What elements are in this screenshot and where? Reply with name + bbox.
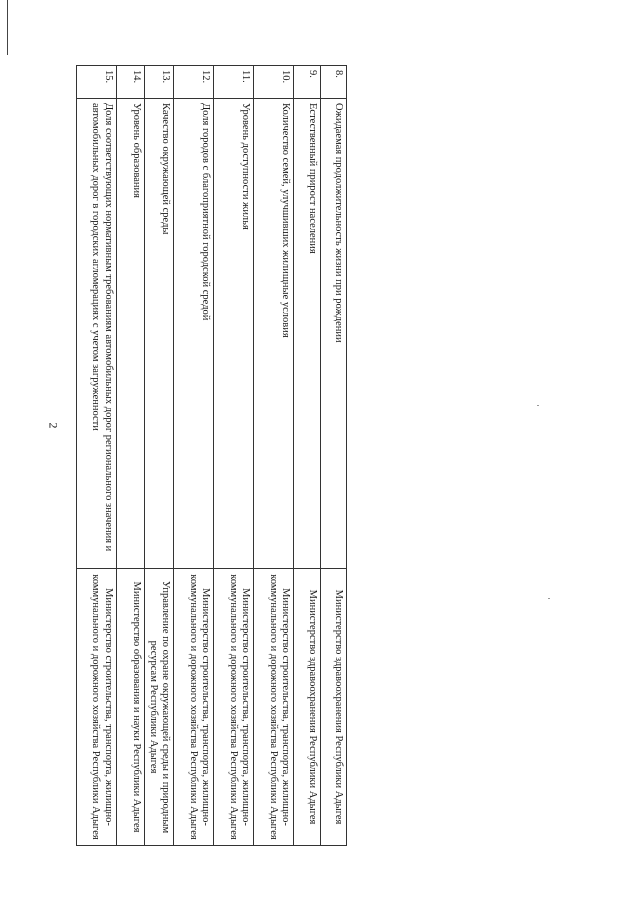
indicators-table [76,65,347,846]
table-row [144,66,173,846]
table-row [214,66,254,846]
indicator-name: Уровень образования [116,99,144,569]
row-number: 12. [174,66,214,99]
table-row [294,66,321,846]
indicator-name: Уровень доступности жилья [214,99,254,569]
row-number: 14. [116,66,144,99]
responsible-ministry: Министерство строительства, транспорта, жилищно-коммунального и дорожного хозяйства Республики Адыгея [76,569,116,846]
indicator-name: Ожидаемая продолжительность жизни при рождении [321,99,347,569]
row-number: 9. [294,66,321,99]
row-number: 13. [144,66,173,99]
responsible-ministry: Министерство образования и науки Республики Адыгея [116,569,144,846]
scan-speck [537,405,539,406]
table-row [76,66,116,846]
responsible-ministry: Министерство строительства, транспорта, жилищно-коммунального и дорожного хозяйства Республики Адыгея [174,569,214,846]
indicator-name: Доля городов с благоприятной городской средой [174,99,214,569]
table-row [174,66,214,846]
page-number: 2 [46,422,61,428]
row-number: 15. [76,66,116,99]
row-number: 8. [321,66,347,99]
responsible-ministry: Управление по охране окружающей среды и природным ресурсам Республики Адыгея [144,569,173,846]
indicator-name: Доля соответствующих нормативным требованиям автомобильных дорог регионального значения и автомобильных дорог в городских агломерациях с учетом загруженности [76,99,116,569]
indicator-name: Естественный прирост населения [294,99,321,569]
responsible-ministry: Министерство строительства, транспорта, жилищно-коммунального и дорожного хозяйства Республики Адыгея [214,569,254,846]
indicator-name: Количество семей, улучшивших жилищные условия [254,99,294,569]
rotated-table-page [67,65,347,845]
responsible-ministry: Министерство здравоохранения Республики Адыгея [294,569,321,846]
responsible-ministry: Министерство строительства, транспорта, жилищно-коммунального и дорожного хозяйства Республики Адыгея [254,569,294,846]
row-number: 11. [214,66,254,99]
binding-margin-line [7,0,8,55]
indicator-name: Качество окружающей среды [144,99,173,569]
scan-speck [548,598,550,599]
row-number: 10. [254,66,294,99]
table-row [321,66,347,846]
table-row [116,66,144,846]
responsible-ministry: Министерство здравоохранения Республики Адыгея [321,569,347,846]
table-row [254,66,294,846]
